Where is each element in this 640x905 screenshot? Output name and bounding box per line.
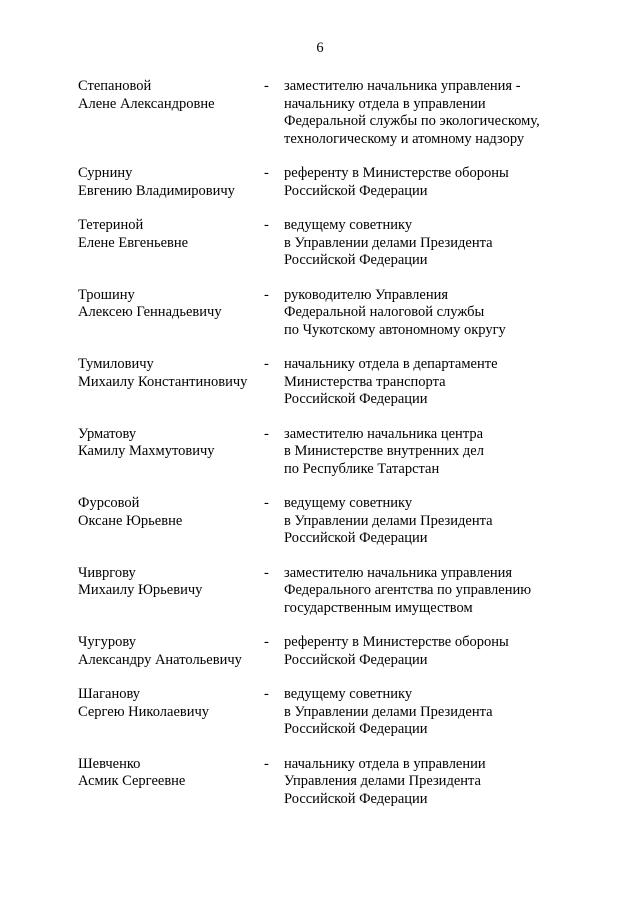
position-line: Российской Федерации [284, 182, 428, 199]
surname: Чивргову [78, 564, 136, 581]
given-name: Александру Анатольевичу [78, 651, 242, 668]
person-position [284, 686, 604, 739]
given-name: Елене Евгеньевне [78, 234, 189, 251]
given-name: Алене Александровне [78, 95, 215, 112]
given-name: Сергею Николаевичу [78, 703, 210, 720]
person-name [78, 165, 266, 200]
position-line: заместителю начальника управления [284, 564, 513, 581]
list-item [0, 756, 640, 809]
person-name [78, 78, 266, 148]
person-position [284, 356, 604, 409]
position-line: начальнику отдела в управлении [284, 755, 486, 772]
position-line: в Управлении делами Президента [284, 703, 493, 720]
list-item [0, 686, 640, 739]
position-line: Федерального агентства по управлению [284, 582, 532, 598]
person-position [284, 756, 604, 809]
surname: Урматову [78, 425, 137, 442]
position-line: в Управлении делами Президента [284, 512, 493, 529]
person-position [284, 426, 604, 479]
position-line: ведущему советнику [284, 686, 413, 702]
surname: Тумиловичу [78, 356, 154, 372]
list-item [0, 78, 640, 148]
dash: - [264, 634, 269, 650]
given-name: Оксане Юрьевне [78, 512, 183, 529]
person-position [284, 165, 604, 200]
position-line: Федеральной налоговой службы [284, 304, 485, 320]
given-name: Асмик Сергеевне [78, 773, 186, 789]
person-name [78, 756, 266, 809]
position-line: государственным имуществом [284, 599, 473, 616]
award-list [0, 78, 640, 825]
dash: - [264, 217, 269, 233]
position-line: Федеральной службы по экологическому, [284, 113, 540, 129]
person-position [284, 287, 604, 340]
person-position [284, 217, 604, 270]
position-line: референту в Министерстве обороны [284, 634, 509, 650]
surname: Фурсовой [78, 495, 140, 511]
position-line: Российской Федерации [284, 391, 428, 407]
person-name [78, 217, 266, 270]
dash: - [264, 78, 269, 94]
person-name [78, 686, 266, 739]
given-name: Михаилу Константиновичу [78, 373, 248, 390]
given-name: Алексею Геннадьевичу [78, 304, 222, 320]
person-position [284, 634, 604, 669]
surname: Шаганову [78, 686, 141, 702]
surname: Степановой [78, 78, 152, 94]
position-line: референту в Министерстве обороны [284, 165, 509, 181]
person-name [78, 426, 266, 479]
surname: Трошину [78, 286, 135, 303]
person-position [284, 495, 604, 548]
position-line: начальнику отдела в департаменте [284, 356, 498, 372]
person-position [284, 565, 604, 618]
position-line: Российской Федерации [284, 721, 428, 737]
dash: - [264, 495, 269, 511]
list-item [0, 634, 640, 669]
given-name: Михаилу Юрьевичу [78, 582, 203, 598]
position-line: Управления делами Президента [284, 773, 481, 789]
list-item [0, 287, 640, 340]
surname: Чугурову [78, 634, 136, 650]
position-line: Российской Федерации [284, 252, 428, 268]
given-name: Камилу Махмутовичу [78, 443, 215, 459]
page-number: 6 [316, 40, 324, 56]
position-line: технологическому и атомному надзору [284, 130, 525, 147]
dash: - [264, 356, 269, 372]
position-line: ведущему советнику [284, 495, 413, 511]
position-line: Министерства транспорта [284, 373, 446, 390]
dash: - [264, 165, 269, 181]
person-name [78, 565, 266, 618]
position-line: Российской Федерации [284, 530, 428, 546]
position-line: по Чукотскому автономному округу [284, 321, 506, 338]
surname: Сурнину [78, 165, 133, 181]
position-line: Российской Федерации [284, 790, 428, 807]
dash: - [264, 425, 269, 442]
list-item [0, 426, 640, 479]
position-line: Российской Федерации [284, 651, 428, 668]
dash: - [264, 755, 269, 772]
surname: Шевченко [78, 755, 141, 772]
position-line: в Управлении делами Президента [284, 234, 493, 251]
person-name [78, 495, 266, 548]
position-line: руководителю Управления [284, 286, 449, 303]
dash: - [264, 564, 269, 581]
position-line: заместителю начальника центра [284, 425, 484, 442]
position-line: в Министерстве внутренних дел [284, 443, 484, 459]
list-item [0, 495, 640, 548]
position-line: начальнику отдела в управлении [284, 95, 486, 112]
list-item [0, 217, 640, 270]
dash: - [264, 686, 269, 702]
surname: Тетериной [78, 217, 144, 233]
list-item [0, 356, 640, 409]
person-name [78, 287, 266, 340]
given-name: Евгению Владимировичу [78, 182, 235, 199]
list-item [0, 565, 640, 618]
person-position [284, 78, 604, 148]
person-name [78, 356, 266, 409]
position-line: ведущему советнику [284, 217, 413, 233]
position-line: заместителю начальника управления - [284, 78, 521, 94]
list-item [0, 165, 640, 200]
dash: - [264, 286, 269, 303]
position-line: по Республике Татарстан [284, 460, 440, 477]
person-name [78, 634, 266, 669]
